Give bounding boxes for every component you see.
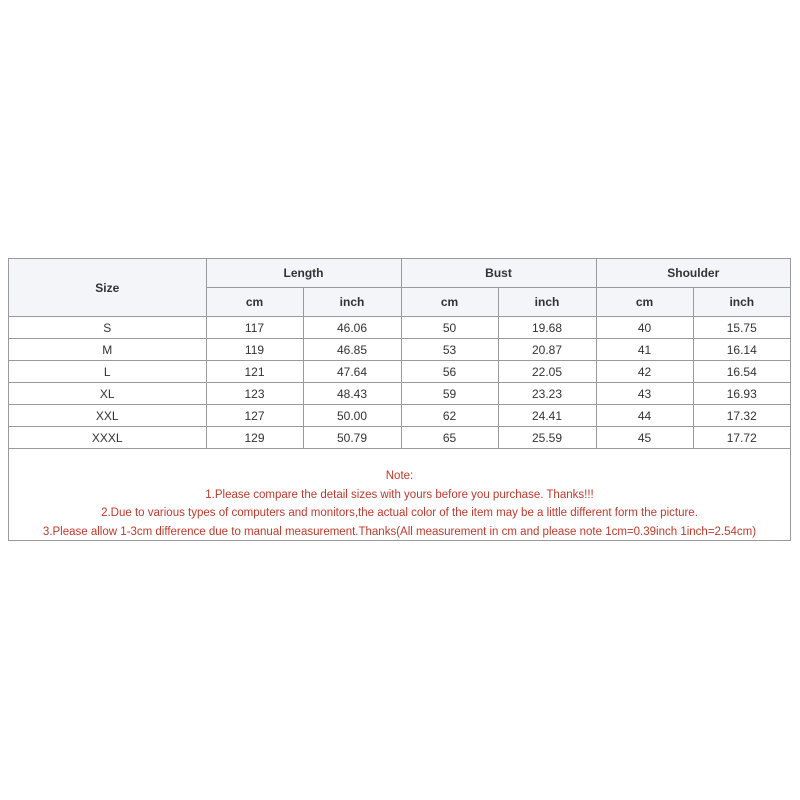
notes-section <box>9 449 790 540</box>
length-inch-cell: 50.00 <box>303 405 401 427</box>
length-cm-cell: 119 <box>206 339 303 361</box>
length-inch-header: inch <box>303 288 401 317</box>
length-inch-cell: 46.85 <box>303 339 401 361</box>
bust-inch-cell: 23.23 <box>498 383 596 405</box>
note-title: Note: <box>385 470 414 482</box>
length-cm-cell: 123 <box>206 383 303 405</box>
note-line-3: 3.Please allow 1-3cm difference due to manual measurement.Thanks(All measurement in cm and please note 1cm=0.39inch 1inch=2.54cm) <box>42 525 757 538</box>
shoulder-cm-cell: 40 <box>596 317 693 339</box>
shoulder-inch-cell: 15.75 <box>693 317 790 339</box>
length-cm-cell: 117 <box>206 317 303 339</box>
length-cm-cell: 129 <box>206 427 303 449</box>
header-group-row <box>9 259 790 288</box>
table-row <box>9 405 790 427</box>
bust-cm-cell: 53 <box>401 339 498 361</box>
bust-inch-cell: 25.59 <box>498 427 596 449</box>
length-inch-cell: 50.79 <box>303 427 401 449</box>
bust-inch-cell: 22.05 <box>498 361 596 383</box>
size-header: Size <box>9 259 206 317</box>
shoulder-inch-cell: 16.54 <box>693 361 790 383</box>
shoulder-cm-cell: 45 <box>596 427 693 449</box>
table-row <box>9 427 790 449</box>
size-cell: XXL <box>9 405 206 427</box>
bust-cm-cell: 62 <box>401 405 498 427</box>
table-row <box>9 361 790 383</box>
size-cell: L <box>9 361 206 383</box>
bust-inch-cell: 20.87 <box>498 339 596 361</box>
length-header: Length <box>206 259 401 288</box>
size-table-body <box>9 317 790 449</box>
bust-inch-header: inch <box>498 288 596 317</box>
shoulder-inch-cell: 16.93 <box>693 383 790 405</box>
shoulder-inch-cell: 17.72 <box>693 427 790 449</box>
shoulder-inch-cell: 17.32 <box>693 405 790 427</box>
length-inch-cell: 47.64 <box>303 361 401 383</box>
bust-inch-cell: 19.68 <box>498 317 596 339</box>
size-cell: S <box>9 317 206 339</box>
bust-inch-cell: 24.41 <box>498 405 596 427</box>
length-cm-header: cm <box>206 288 303 317</box>
bust-cm-cell: 50 <box>401 317 498 339</box>
note-line-1: 1.Please compare the detail sizes with yours before you purchase. Thanks!!! <box>205 488 594 501</box>
length-cm-cell: 127 <box>206 405 303 427</box>
size-table <box>9 259 790 449</box>
table-row <box>9 317 790 339</box>
table-row <box>9 383 790 405</box>
shoulder-cm-cell: 42 <box>596 361 693 383</box>
bust-cm-header: cm <box>401 288 498 317</box>
shoulder-cm-cell: 41 <box>596 339 693 361</box>
length-cm-cell: 121 <box>206 361 303 383</box>
shoulder-inch-header: inch <box>693 288 790 317</box>
bust-cm-cell: 56 <box>401 361 498 383</box>
shoulder-header: Shoulder <box>596 259 790 288</box>
shoulder-cm-cell: 43 <box>596 383 693 405</box>
size-chart <box>8 258 791 541</box>
note-line-2: 2.Due to various types of computers and monitors,the actual color of the item may be a little different form the picture. <box>101 507 698 519</box>
shoulder-cm-header: cm <box>596 288 693 317</box>
size-cell: M <box>9 339 206 361</box>
bust-cm-cell: 59 <box>401 383 498 405</box>
bust-cm-cell: 65 <box>401 427 498 449</box>
table-row <box>9 339 790 361</box>
shoulder-cm-cell: 44 <box>596 405 693 427</box>
bust-header: Bust <box>401 259 596 288</box>
length-inch-cell: 46.06 <box>303 317 401 339</box>
length-inch-cell: 48.43 <box>303 383 401 405</box>
shoulder-inch-cell: 16.14 <box>693 339 790 361</box>
size-cell: XXXL <box>9 427 206 449</box>
size-cell: XL <box>9 383 206 405</box>
